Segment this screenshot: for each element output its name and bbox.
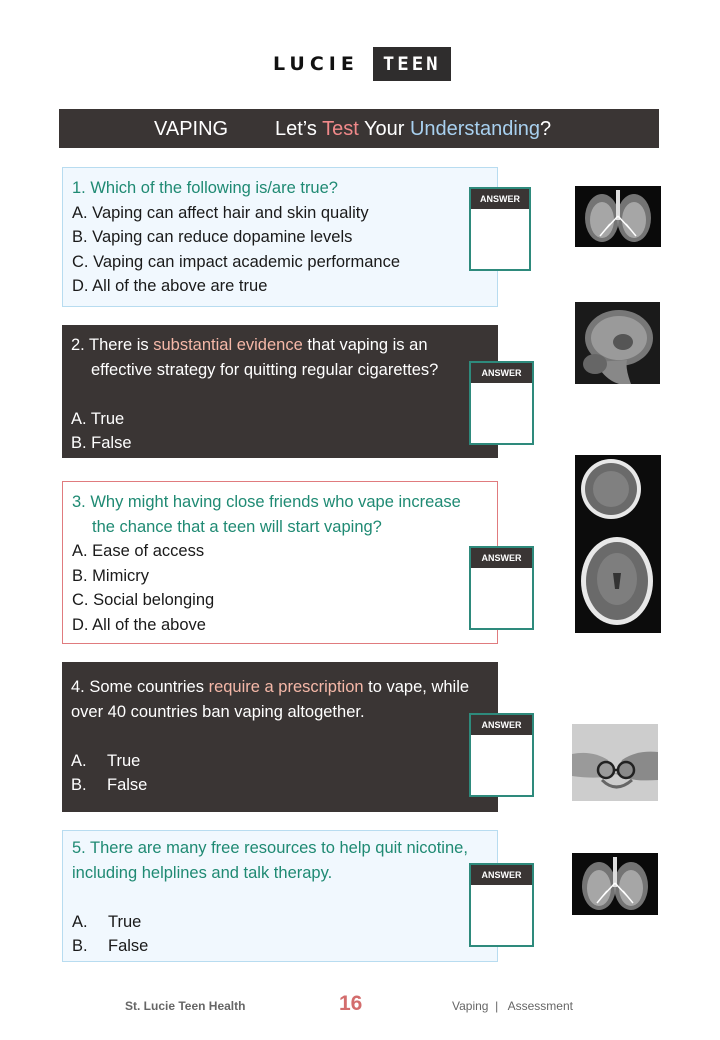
title-test: Test [322,118,359,140]
lung-xray-icon [572,853,658,915]
answer-label: ANSWER [471,865,532,885]
question-5-option-b [72,934,489,959]
title-mid: Your [358,118,410,140]
question-4-option-b [71,773,490,798]
title-understanding: Understanding [409,118,541,140]
logo [273,47,451,81]
question-3-option-a: A. Ease of access [72,542,205,561]
brain-ct-icon [575,455,661,633]
header-banner [59,109,659,148]
option-letter: A. [71,751,87,770]
option-text: True [108,912,142,931]
q2-post: that vaping is an [302,336,428,354]
answer-label: ANSWER [471,363,532,383]
q4-post: to vape, while [363,678,470,696]
question-1 [62,167,498,307]
handcuffed-hands-icon [572,724,658,801]
answer-box-1[interactable] [469,187,531,271]
question-3-option-b: B. Mimicry [72,566,149,585]
option-text: True [107,751,141,770]
option-letter: B. [71,776,87,795]
question-1-option-b: B. Vaping can reduce dopamine levels [72,228,353,247]
answer-box-5[interactable] [469,863,534,947]
question-2-line-1 [71,333,490,358]
question-4-line-1 [71,675,490,700]
brain-mri-icon [575,302,660,384]
question-3-line-1: 3. Why might having close friends who vape increase [72,493,461,511]
page-number: 16 [339,992,363,1015]
logo-teen: TEEN [373,47,451,81]
title-post: ? [540,118,552,140]
logo-lucie: LUCIE [273,53,359,75]
question-2-option-a: A. True [71,409,125,428]
q2-pre: 2. There is [71,336,154,354]
q4-highlight: require a prescription [208,678,364,696]
question-3-option-c: C. Social belonging [72,591,215,610]
question-1-option-a: A. Vaping can affect hair and skin quality [72,203,369,222]
lung-xray-icon [575,186,661,247]
banner-topic: VAPING [154,118,229,140]
answer-box-3[interactable] [469,546,534,630]
question-1-option-c: C. Vaping can impact academic performance [72,252,401,271]
answer-box-4[interactable] [469,713,534,797]
footer [0,992,720,1022]
answer-box-2[interactable] [469,361,534,445]
question-5-line-1: 5. There are many free resources to help quit nicotine, [72,839,468,857]
answer-label: ANSWER [471,548,532,568]
question-2-option-b: B. False [71,434,132,453]
question-1-option-d: D. All of the above are true [72,277,268,296]
option-letter: B. [72,937,88,956]
question-4-line-2: over 40 countries ban vaping altogether. [71,702,365,721]
q4-pre: 4. Some countries [71,678,209,696]
question-4 [62,662,498,812]
option-text: False [108,937,149,956]
answer-label: ANSWER [471,715,532,735]
question-5-line-2: including helplines and talk therapy. [72,863,333,882]
question-1-text: 1. Which of the following is/are true? [72,179,338,197]
banner-title [275,118,551,141]
question-2-line-2: effective strategy for quitting regular cigarettes? [91,360,439,379]
answer-label: ANSWER [471,189,529,209]
question-3-option-d: D. All of the above [72,615,206,634]
title-pre: Let’s [275,118,323,140]
question-3-line-2: the chance that a teen will start vaping? [92,517,382,536]
footer-source: St. Lucie Teen Health [125,999,246,1013]
footer-section: Vaping | Assessment [452,999,573,1013]
q2-highlight: substantial evidence [153,336,303,354]
question-3 [62,481,498,644]
option-letter: A. [72,912,88,931]
question-4-option-a [71,749,490,774]
question-5 [62,830,498,962]
option-text: False [107,776,148,795]
question-2 [62,325,498,458]
question-5-option-a [72,910,489,935]
